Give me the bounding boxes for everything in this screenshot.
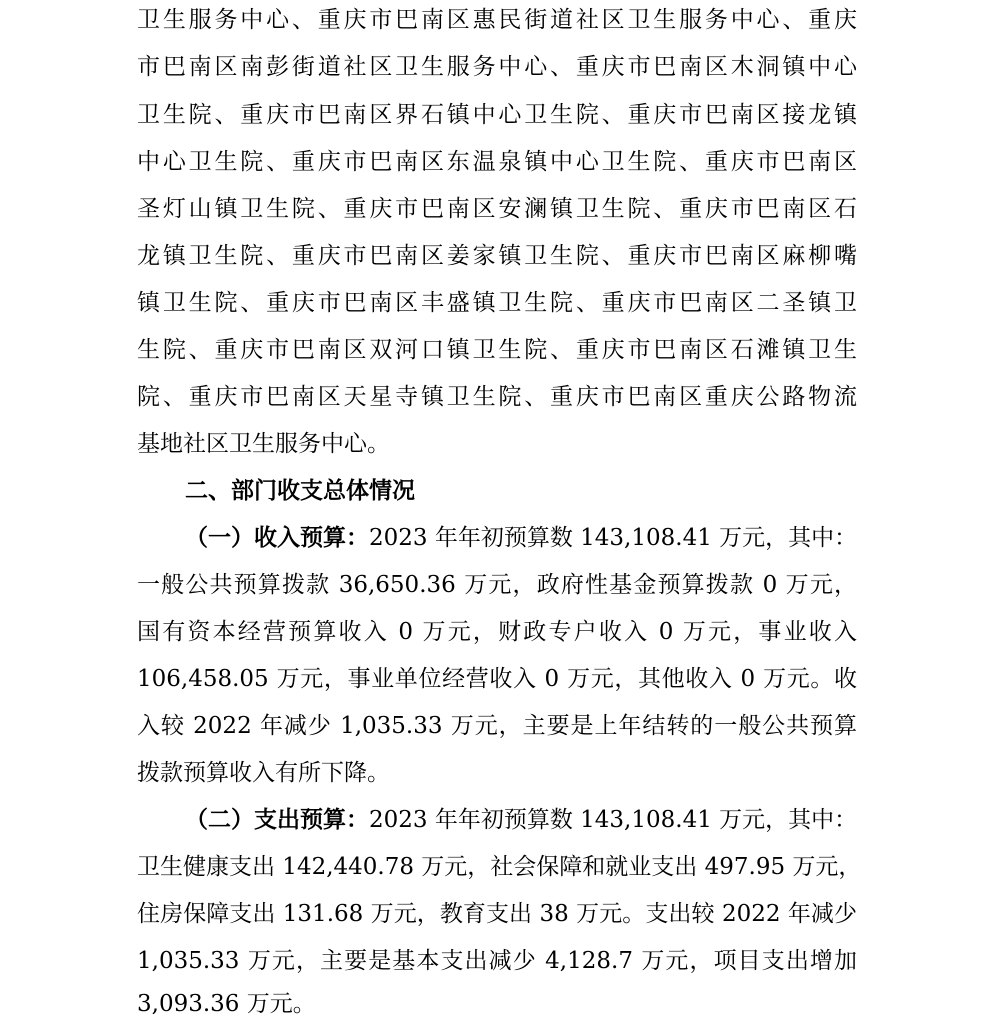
income-lead: （一）收入预算：: [185, 525, 369, 551]
text-line-first: [185, 800, 857, 840]
expense-lead: （二）支出预算：: [185, 807, 369, 833]
section-heading: 二、部门收支总体情况: [185, 478, 415, 504]
expense-first-rest: 2023 年年初预算数 143,108.41 万元，其中：: [369, 807, 858, 833]
text-line: 镇卫生院、重庆市巴南区丰盛镇卫生院、重庆市巴南区二圣镇卫: [137, 290, 857, 316]
text-line: 一般公共预算拨款 36,650.36 万元，政府性基金预算拨款 0 万元，: [137, 572, 857, 598]
text-line: 市巴南区南彭街道社区卫生服务中心、重庆市巴南区木洞镇中心: [137, 54, 857, 80]
text-line: 基地社区卫生服务中心。: [137, 431, 390, 457]
text-line: 106,458.05 万元，事业单位经营收入 0 万元，其他收入 0 万元。收: [137, 666, 857, 692]
text-line: 3,093.36 万元。: [137, 991, 316, 1017]
text-line: 卫生院、重庆市巴南区界石镇中心卫生院、重庆市巴南区接龙镇: [137, 102, 857, 128]
text-line: 院、重庆市巴南区天星寺镇卫生院、重庆市巴南区重庆公路物流: [137, 384, 857, 410]
text-line: 国有资本经营预算收入 0 万元，财政专户收入 0 万元，事业收入: [137, 619, 857, 645]
text-line: 生院、重庆市巴南区双河口镇卫生院、重庆市巴南区石滩镇卫生: [137, 337, 857, 363]
income-first-rest: 2023 年年初预算数 143,108.41 万元，其中：: [369, 525, 858, 551]
text-line: 入较 2022 年减少 1,035.33 万元，主要是上年结转的一般公共预算: [137, 713, 857, 739]
text-line: 1,035.33 万元，主要是基本支出减少 4,128.7 万元，项目支出增加: [137, 948, 857, 974]
text-line: 卫生健康支出 142,440.78 万元，社会保障和就业支出 497.95 万元，: [137, 854, 862, 880]
text-line: 卫生服务中心、重庆市巴南区惠民街道社区卫生服务中心、重庆: [137, 7, 857, 33]
text-line: 中心卫生院、重庆市巴南区东温泉镇中心卫生院、重庆市巴南区: [137, 149, 857, 175]
text-line-first: [185, 518, 857, 558]
text-line: 龙镇卫生院、重庆市巴南区姜家镇卫生院、重庆市巴南区麻柳嘴: [137, 243, 857, 269]
text-line: 住房保障支出 131.68 万元，教育支出 38 万元。支出较 2022 年减少: [137, 901, 857, 927]
text-line: 圣灯山镇卫生院、重庆市巴南区安澜镇卫生院、重庆市巴南区石: [137, 196, 857, 222]
text-line: 拨款预算收入有所下降。: [137, 760, 390, 786]
